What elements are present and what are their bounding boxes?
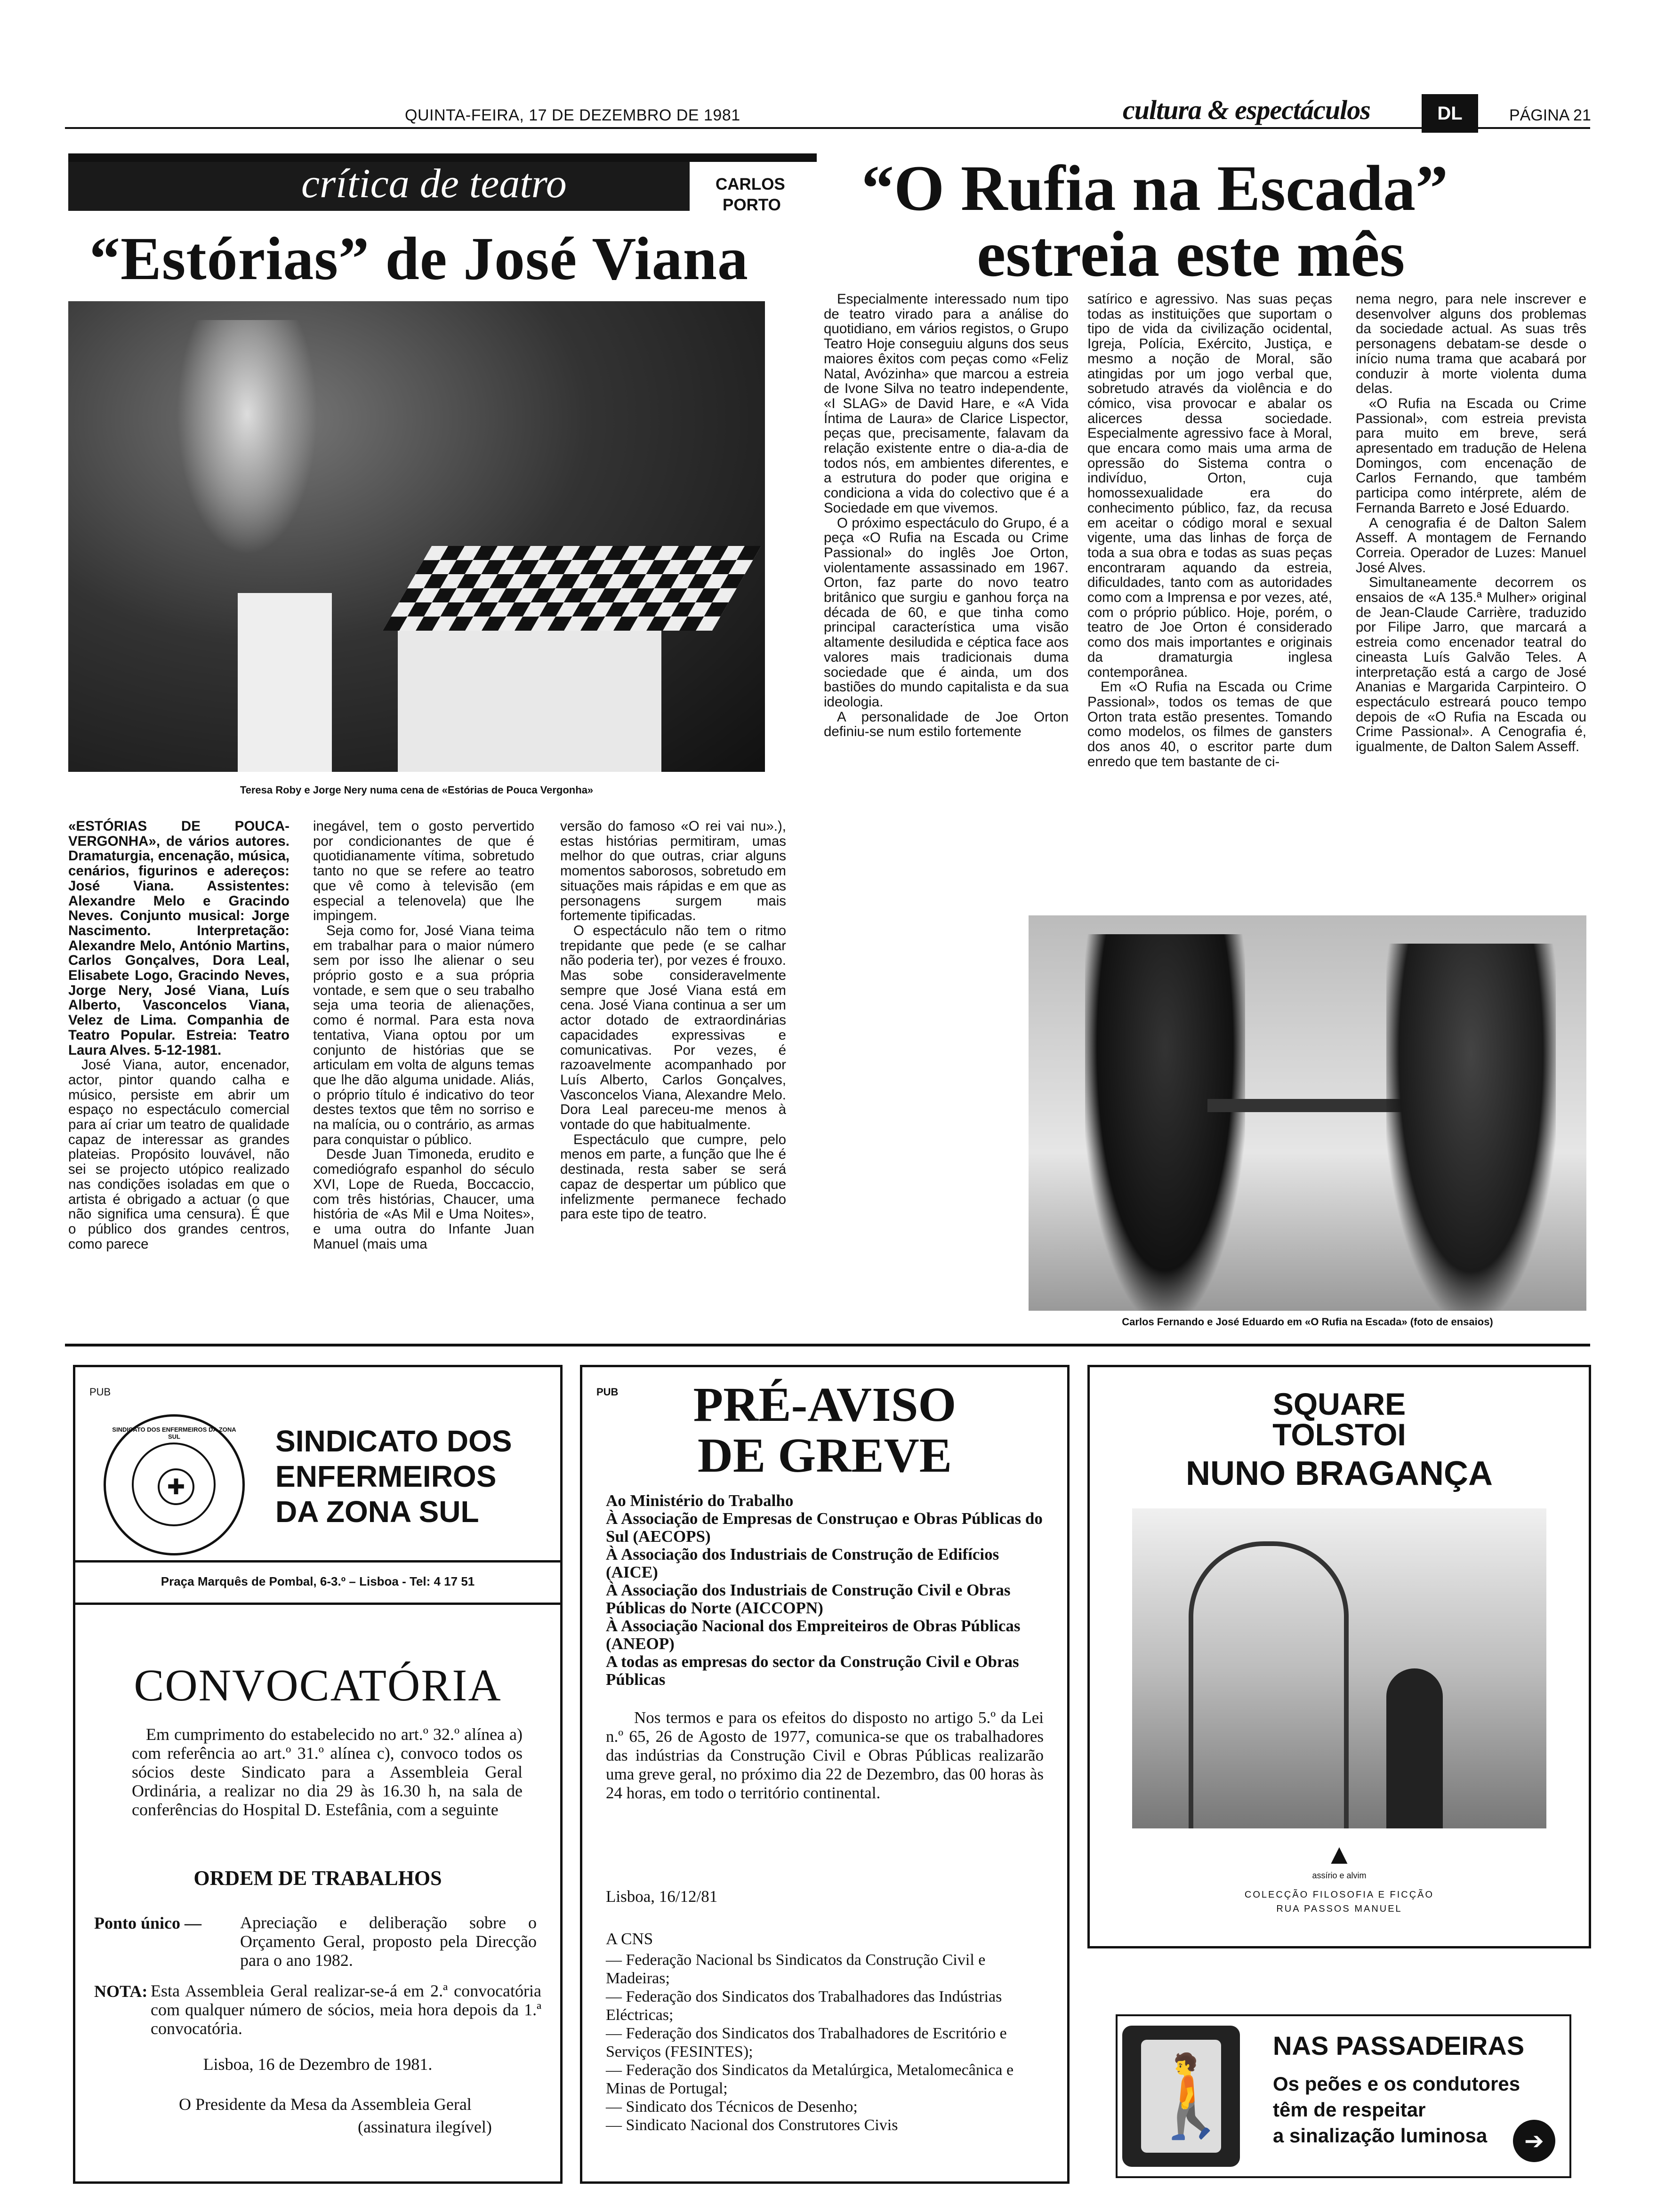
federation-item: — Federação dos Sindicatos dos Trabalhadores de Escritório e Serviços (FESINTES);	[606, 2025, 1007, 2060]
feature-paragraph: Em «O Rufia na Escada ou Crime Passional», todos os temas de que Orton trata estão presentes. Tomando como modelos, os filmes de gansters dos anos 40, o escritor parte dum enredo que tem bastante de ci-	[1087, 679, 1332, 769]
strike-date: Lisboa, 16/12/81	[606, 1887, 718, 1906]
stage-prop-block	[238, 593, 332, 772]
feature-paragraph: O próximo espectáculo do Grupo, é a peça «O Rufia na Escada ou Crime Passional» do inglês Joe Orton, violentamente assassinado em 1967. Orton, faz parte do novo teatro britânico que surgiu e ganhou força na década de 60, e que tinha como principal característica uma visão altamente desiludida e céptica face aos valores mais tradicionais duma sociedade que é ainda, um dos bastiões do mundo capitalista e da sua ideologia.	[824, 515, 1069, 710]
ad-safety	[1116, 2014, 1571, 2178]
actor-right	[1386, 944, 1556, 1311]
safety-line-1: Os peões e os condutores	[1273, 2073, 1520, 2095]
feature-paragraph: Especialmente interessado num tipo de teatro virado para a análise do quotidiano, em vários registos, o Grupo Teatro Hoje conseguiu alguns dos seus maiores êxitos com peças como «Feliz Natal, Avózinha» que marcou a estreia de Ivone Silva no teatro independente, «I SLAG» de David Hare, e «A Vida Íntima de Laura» de Clarice Lispector, peças que, precisamente, falavam da relação existente entre o dia-a-dia de todos nós, em ambientes diferentes, e a estrutura do poder que origina e condiciona a vida do colectivo que é a Sociedade em que vivemos.	[824, 291, 1069, 516]
header-rule	[65, 127, 1590, 129]
ad-book	[1087, 1365, 1591, 1948]
agenda-heading: ORDEM DE TRABALHOS	[193, 1867, 442, 1890]
convocation-body: Em cumprimento do estabelecido no art.º 32.º alínea a) com referência ao art.º 31.º alínea c), convoco todos os sócios deste Sindicato para a Assembleia Geral Ordinária, a realizar no dia 29 às 16.30 h, na sala de conferências do Hospital D. Estefânia, com a seguinte	[132, 1725, 523, 1819]
actor-figures	[177, 320, 318, 555]
recipient-item: À Associação dos Industriais de Construção de Edifícios (AICE)	[606, 1545, 999, 1581]
feature-column-2	[1087, 292, 1332, 769]
union-address: Praça Marquês de Pombal, 6-3.º – Lisboa - Tel: 4 17 51	[161, 1574, 475, 1588]
recipient-item: À Associação Nacional dos Empreiteiros de Obras Públicas (ANEOP)	[606, 1617, 1021, 1653]
page-date: QUINTA-FEIRA, 17 DE DEZEMBRO DE 1981	[405, 106, 740, 124]
section-logo: DL	[1422, 94, 1478, 133]
federations-list	[606, 1951, 1044, 2134]
feature-paragraph: «O Rufia na Escada ou Crime Passional», com estreia prevista para muito em breve, será apresentado em tradução de Helena Domingos, com encenação de Carlos Fernando, que também participa como intérprete, além de Fernanda Barreto e José Eduardo.	[1356, 395, 1586, 516]
review-paragraph: Seja como for, José Viana teima em trabalhar para o maior número sem por isso lhe alienar o seu próprio gosto e a sua própria vontade, e sem que o seu trabalho seja uma teoria de alienações, como é normal. Para esta nova tentativa, Viana optou por um conjunto de histórias que se articulam em volta de alguns temas que lhe dão alguma unidade. Aliás, o próprio título é indicativo do teor destes textos que têm no sorriso e na malícia, ou o contrário, as armas para conquistar o público.	[313, 922, 534, 1147]
union-seal-icon	[104, 1414, 245, 1555]
table-base	[398, 631, 661, 772]
feature-headline-1: “O Rufia na Escada”	[861, 152, 1448, 224]
feature-paragraph: A cenografia é de Dalton Salem Asseff. A montagem de Fernando Correia. Operador de Luzes: Manuel José Alves.	[1356, 515, 1586, 576]
recipient-item: À Associação dos Industriais de Construção Civil e Obras Públicas do Norte (AICCOPN)	[606, 1581, 1011, 1617]
book-title-2: TOLSTOI	[1272, 1417, 1406, 1452]
publisher-name: assírio e alvim	[1312, 1871, 1367, 1880]
publisher-logo-icon: ▲	[1325, 1838, 1353, 1870]
book-title-1: SQUARE	[1272, 1387, 1406, 1421]
recipient-item: A todas as empresas do sector da Construção Civil e Obras Públicas	[606, 1652, 1019, 1689]
ad-sindicato	[73, 1365, 563, 2184]
review-paragraph: inegável, tem o gosto pervertido por condicionantes de que é quotidianamente vítima, sobretudo tanto no que se refere ao teatro que vê como à televisão (em especial a telenovela) que lhe impingem.	[313, 818, 534, 924]
review-photo-caption: Teresa Roby e Jorge Nery numa cena de «Estórias de Pouca Vergonha»	[240, 784, 594, 796]
book-author: NUNO BRAGANÇA	[1186, 1455, 1493, 1492]
feature-paragraph: A personalidade de Joe Orton definiu-se num estilo fortemente	[824, 709, 1069, 740]
federation-item: — Sindicato dos Técnicos de Desenho;	[606, 2098, 858, 2116]
federation-item: — Federação dos Sindicatos da Metalúrgica, Metalomecânica e Minas de Portugal;	[606, 2061, 1014, 2097]
safety-line-2: têm de respeitar	[1273, 2099, 1426, 2121]
review-column-2	[313, 819, 534, 1251]
seal-text: SINDICATO DOS ENFERMEIROS DA ZONA SUL	[112, 1426, 236, 1440]
chessboard	[383, 546, 761, 631]
pedestrian-icon: 🚶	[1141, 2040, 1221, 2153]
strike-body: Nos termos e para os efeitos do disposto no artigo 5.º da Lei n.º 65, 26 de Agosto de 1977, comunica-se que os trabalhadores das indústrias da Construção Civil e Obras Públicas realizarão uma greve geral, no próximo dia 22 de Dezembro, das 00 horas às 24 horas, em todo o território continental.	[606, 1708, 1044, 1802]
review-column-1	[68, 819, 290, 1251]
review-photo	[68, 301, 765, 772]
cover-arch	[1189, 1541, 1349, 1828]
recipients-list	[606, 1492, 1044, 1689]
safety-title: NAS PASSADEIRAS	[1273, 2031, 1525, 2060]
rubric-title: crítica de teatro	[301, 161, 567, 207]
review-paragraph: O espectáculo não tem o ritmo trepidante que pede (e se calhar não poderia ter), por vezes é frouxo. Mas sobe consideravelmente sempre que José Viana está em cena. José Viana continua a ser um actor dotado de extraordinárias capacidades expressivas e comunicativas. Por vezes, é razoavelmente acompanhado por Luís Alberto, Carlos Gonçalves, Vasconcelos Viana, Alexandre Melo. Dora Leal pareceu-me menos à vontade do que habitualmente.	[560, 922, 786, 1133]
address-rule-bottom	[75, 1603, 560, 1605]
agenda-item-label: Ponto único —	[94, 1914, 202, 1932]
pub-label: PUB	[596, 1386, 619, 1398]
feature-headline-2: estreia este mês	[977, 218, 1405, 290]
review-paragraph: Desde Juan Timoneda, erudito e comediógrafo espanhol do século XVI, Lope de Rueda, Boccaccio, com três histórias, Chaucer, uma história de «As Mil e Uma Noites», e uma outra do Infante Juan Manuel (mais uma	[313, 1146, 534, 1252]
review-paragraph: José Viana, autor, encenador, actor, pintor quando calha e músico, persiste em abrir um espaço no espectáculo comercial para aí criar um teatro de qualidade capaz de interessar as grandes plateias. Propósito louvável, não sei se projecto utópico realizado nas condições isoladas em que o artista é obrigado a actuar (o que não significa uma censura). É que o público dos grandes centros, como parece	[68, 1057, 290, 1252]
union-title-3: DA ZONA SUL	[275, 1495, 479, 1529]
review-paragraph: versão do famoso «O rei vai nu».), estas histórias permitiram, umas melhor do que outras, criar alguns momentos saborosos, sobretudo em situações mais rápidas e em que as personagens surgem mais fortemente tipificadas.	[560, 818, 786, 924]
safety-logo-icon: ➔	[1513, 2120, 1555, 2162]
feature-column-3	[1356, 292, 1586, 754]
book-footer-1: COLECÇÃO FILOSOFIA E FICÇÃO	[1244, 1890, 1434, 1900]
book-footer-2: RUA PASSOS MANUEL	[1276, 1904, 1402, 1914]
feature-paragraph: nema negro, para nele inscrever e desenvolver alguns dos problemas da sociedade actual. As suas três personagens debatam-se desde o início numa trama que acabará por conduzir à morte violenta duma delas.	[1356, 291, 1586, 397]
strike-title-1: PRÉ-AVISO	[693, 1378, 957, 1432]
federation-item: — Federação Nacional bs Sindicatos da Construção Civil e Madeiras;	[606, 1951, 986, 1987]
cover-figure	[1386, 1668, 1443, 1828]
signature-line-2: (assinatura ilegível)	[358, 2117, 492, 2136]
page-number: PÁGINA 21	[1509, 106, 1591, 124]
union-title-2: ENFERMEIROS	[275, 1459, 497, 1493]
review-credits: «ESTÓRIAS DE POUCA-VERGONHA», de vários autores. Dramaturgia, encenação, música, cenários, figurinos e adereços: José Viana. Assistentes: Alexandre Melo e Gracindo Neves. Conjunto musical: Jorge Nascimento. Interpretação: Alexandre Melo, António Martins, Carlos Gonçalves, Dora Leal, Elisabete Logo, Gracindo Neves, Jorge Nery, José Viana, Luís Alberto, Vasconcelos Viana, Velez de Lima. Companhia de Teatro Popular. Estreia: Teatro Laura Alves. 5-12-1981.	[68, 818, 290, 1058]
feature-photo	[1029, 915, 1586, 1311]
strike-title-2: DE GREVE	[697, 1428, 952, 1483]
recipient-item: À Associação de Empresas de Construçao e Obras Públicas do Sul (AECOPS)	[606, 1509, 1043, 1546]
review-headline: “Estórias” de José Viana	[89, 225, 748, 293]
convocation-heading: CONVOCATÓRIA	[134, 1660, 502, 1710]
safety-line-3: a sinalização luminosa	[1273, 2124, 1488, 2147]
federation-item: — Federação dos Sindicatos dos Trabalhadores das Indústrias Eléctricas;	[606, 1988, 1002, 2024]
feature-photo-caption: Carlos Fernando e José Eduardo em «O Rufia na Escada» (foto de ensaios)	[1122, 1316, 1493, 1328]
agenda-item-text: Apreciação e deliberação sobre o Orçamento Geral, proposto pela Direcção para o ano 1982.	[240, 1913, 537, 1970]
note-text: Esta Assembleia Geral realizar-se-á em 2.ª convocatória com qualquer número de sócios, meia hora depois da 1.ª convocatória.	[151, 1981, 541, 2038]
signature-line-1: O Presidente da Mesa da Assembleia Geral	[179, 2095, 472, 2114]
traffic-light-icon	[1122, 2026, 1240, 2167]
note-label: NOTA:	[94, 1982, 148, 2001]
feature-paragraph: satírico e agressivo. Nas suas peças todas as instituições que suportam o tipo de vida da civilização ocidental, Igreja, Polícia, Exército, Justiça, e mesmo a noção de Moral, são atingidas por um jogo verbal que, sobretudo através da violência e do cómico, visa provocar e abalar os alicerces dessa sociedade. Especialmente agressivo face à Moral, que encara como mais uma arma de opressão do Sistema contra o indivíduo, Orton, cuja homossexualidade era do conhecimento público, faz, da recusa em aceitar o código moral e sexual vigente, uma das linhas de força de toda a sua obra e todas as suas peças encontraram aquando da estreia, dificuldades, tanto com as autoridades como com a Imprensa e por vezes, até, com o próprio público. Hoje, porém, o teatro de Joe Orton é considerado como dos mais importantes e originais da dramaturgia inglesa contemporânea.	[1087, 291, 1332, 680]
seal-cross-icon: ✚	[158, 1468, 194, 1505]
author-name-2: PORTO	[723, 196, 781, 214]
recipient-item: Ao Ministério do Trabalho	[606, 1491, 794, 1510]
feature-paragraph: Simultaneamente decorrem os ensaios de «A 135.ª Mulher» original de Jean-Claude Carrière, traduzido por Filipe Jarro, que marcará a estreia como encenador teatral do cineasta Luís Galvão Teles. A interpretação está a cargo de José Ananias e Margarida Carpinteiro. O espectáculo estreará pouco tempo depois de «O Rufia na Escada ou Crime Passional». A Cenografia é, igualmente, de Dalton Salem Asseff.	[1356, 575, 1586, 755]
strike-signatory: A CNS	[606, 1930, 653, 1948]
pub-label: PUB	[89, 1386, 111, 1398]
actor-left	[1085, 934, 1245, 1311]
federation-item: — Sindicato Nacional dos Construtores Civis	[606, 2116, 898, 2134]
address-rule-top	[75, 1560, 560, 1563]
section-title: cultura & espectáculos	[1123, 95, 1370, 125]
section-divider	[65, 1344, 1590, 1346]
convocation-date: Lisboa, 16 de Dezembro de 1981.	[203, 2055, 433, 2074]
union-title-1: SINDICATO DOS	[275, 1424, 512, 1458]
book-cover-image	[1132, 1508, 1546, 1828]
review-column-3	[560, 819, 786, 1222]
feature-column-1	[824, 292, 1069, 739]
author-name-1: CARLOS	[716, 175, 785, 193]
review-paragraph: Espectáculo que cumpre, pelo menos em parte, a função que lhe é destinada, resta saber se será capaz de despertar um público que infelizmente permanece fechado para este tipo de teatro.	[560, 1131, 786, 1222]
ad-greve	[580, 1365, 1070, 2184]
